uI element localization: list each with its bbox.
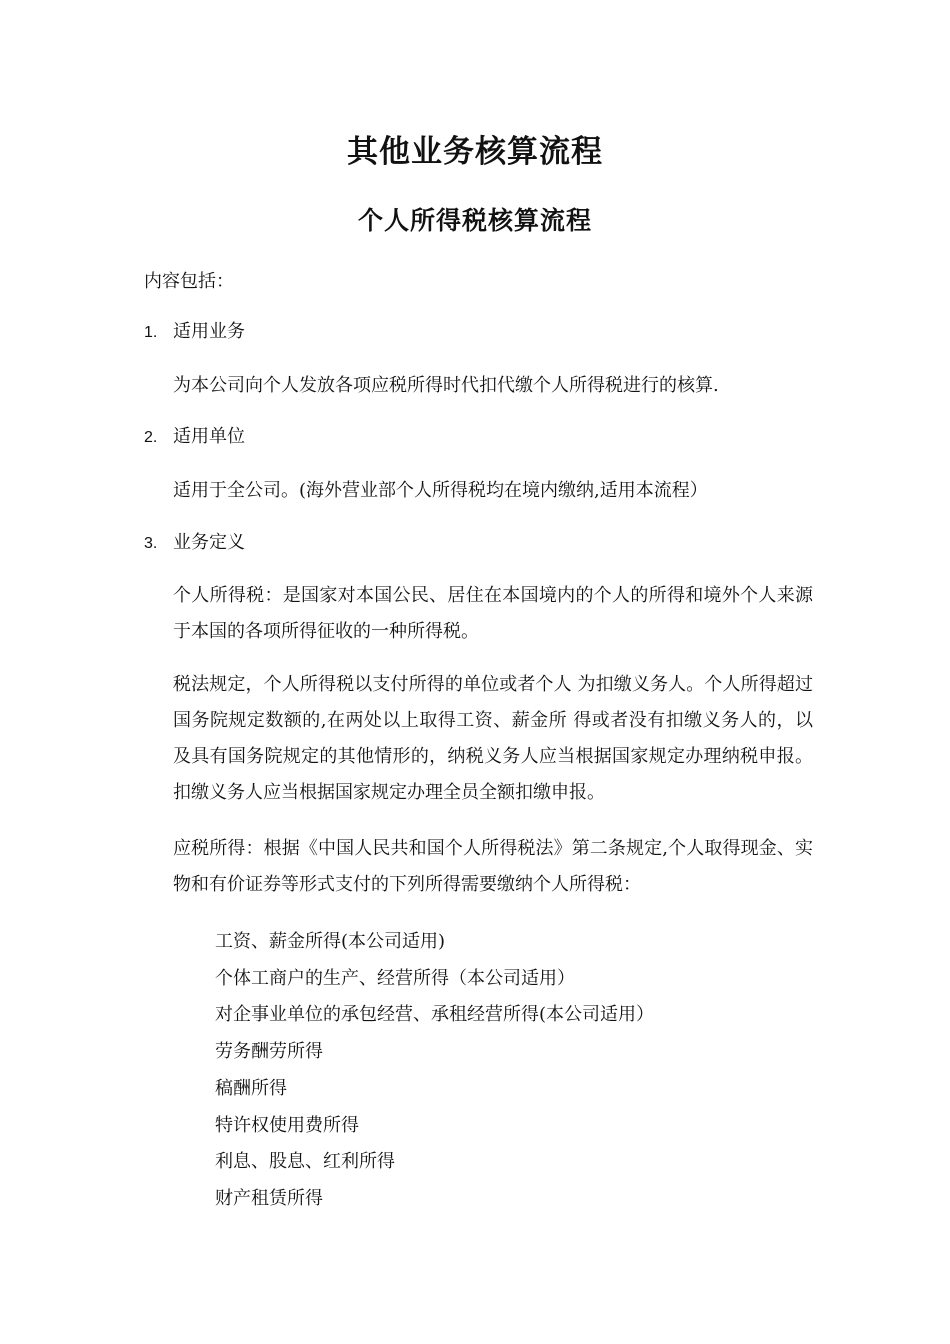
section-3-paragraph-1: 个人所得税：是国家对本国公民、居住在本国境内的个人的所得和境外个人来源于本国的各项所得征收的一种所得税。: [173, 585, 813, 642]
list-item: 个体工商户的生产、经营所得（本公司适用）: [215, 967, 575, 989]
section-title: 适用业务: [173, 321, 245, 342]
income-items-list: [215, 924, 654, 1218]
section-title: 业务定义: [173, 532, 245, 553]
section-title: 适用单位: [173, 426, 245, 447]
section-1-paragraph-1: 为本公司向个人发放各项应税所得时代扣代缴个人所得税进行的核算.: [173, 375, 719, 396]
section-heading-1: [144, 320, 245, 345]
section-3-paragraph-2: 税法规定，个人所得税以支付所得的单位或者个人 为扣缴义务人。个人所得超过国务院规定数额的,在两处以上取得工资、薪金所 得或者没有扣缴义务人的，以及具有国务院规定的其他情形的，纳税义务人应当根据国家规定办理纳税申报。 扣缴义务人应当根据国家规定办理全员全额扣缴申报。: [173, 674, 813, 803]
section-heading-2: [144, 425, 245, 450]
section-number: 2.: [144, 429, 158, 446]
section-2-paragraph-1: 适用于全公司。(海外营业部个人所得税均在境内缴纳,适用本流程）: [173, 480, 708, 501]
list-item: 利息、股息、红利所得: [215, 1151, 395, 1173]
list-item: 稿酬所得: [215, 1077, 287, 1099]
list-item: 财产租赁所得: [215, 1187, 323, 1209]
list-item: 劳务酬劳所得: [215, 1041, 323, 1063]
list-item: 特许权使用费所得: [215, 1114, 359, 1136]
list-item: 工资、薪金所得(本公司适用): [215, 931, 446, 952]
document-subtitle: 个人所得税核算流程: [357, 206, 592, 235]
section-number: 3.: [144, 535, 158, 552]
document-title: 其他业务核算流程: [347, 134, 603, 170]
section-3-paragraph-3: 应税所得：根据《中国人民共和国个人所得税法》第二条规定,个人取得现金、实物和有价证券等形式支付的下列所得需要缴纳个人所得税：: [173, 838, 813, 895]
section-heading-3: [144, 531, 245, 556]
section-number: 1.: [144, 324, 158, 341]
list-item: 对企事业单位的承包经营、承租经营所得(本公司适用）: [215, 1004, 655, 1026]
intro-text: 内容包括：: [144, 271, 234, 292]
